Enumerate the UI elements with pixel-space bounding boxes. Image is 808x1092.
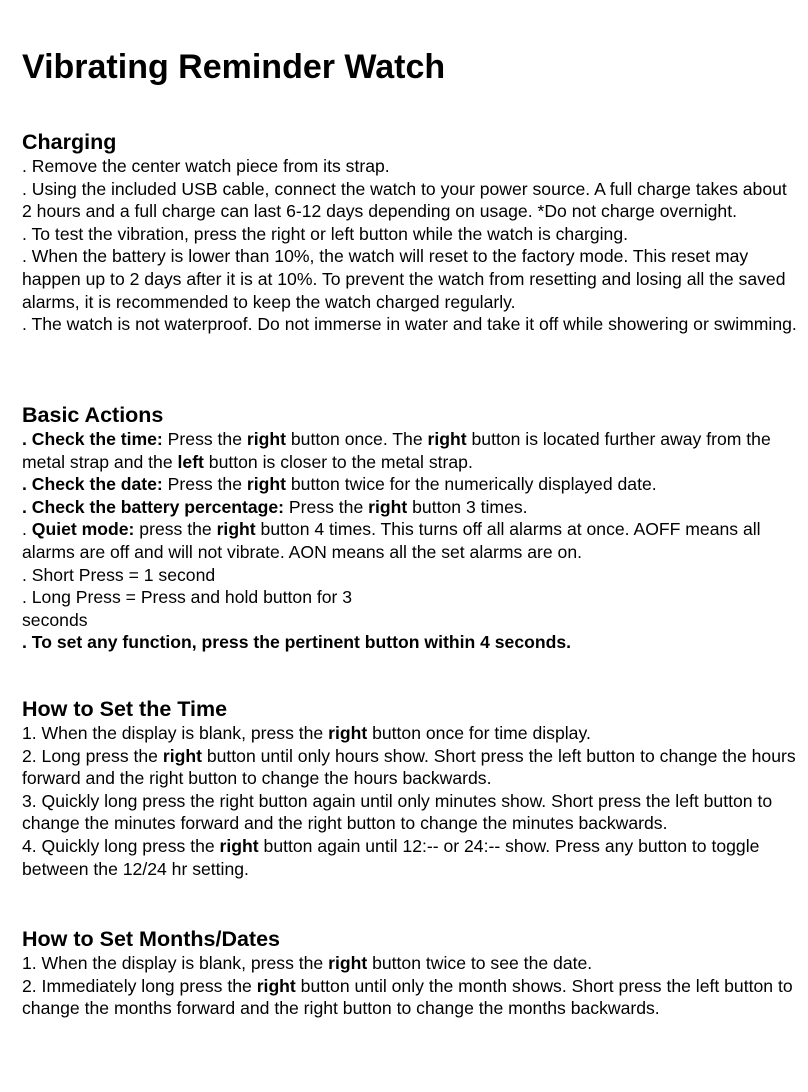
bold-run: left: [177, 451, 204, 472]
bold-run: right: [427, 429, 467, 449]
text-run: 1. When the display is blank, press the: [22, 953, 329, 973]
text-run: button until only hours show. Short press the left button to change the hours forward and the right button to change the hours backwards.: [22, 745, 796, 789]
text-run: button once for time display.: [367, 723, 591, 743]
text-run: Press the: [162, 474, 247, 495]
charging-step-battery-reset: . When the battery is lower than 10%, the watch will reset to the factory mode. This reset may happen up to 2 days after it is at 10%. To prevent the watch from resetting and losing all the saved alarms, it is recommended to keep the watch charged regularly.: [22, 246, 786, 312]
text-run: button is closer to the metal strap.: [203, 451, 473, 472]
basic-quiet-mode: [22, 518, 797, 563]
section-heading-basic-actions: Basic Actions: [22, 403, 164, 427]
section-heading-set-months: How to Set Months/Dates: [22, 927, 281, 951]
bold-run: right: [162, 745, 202, 766]
text-run: button twice for the numerically displayed date.: [286, 474, 657, 495]
text-run: button 3 times.: [407, 496, 528, 517]
bold-run: right: [246, 429, 286, 449]
basic-check-date: [22, 473, 797, 496]
text-run: button twice to see the date.: [367, 953, 593, 973]
set-months-step-1: [22, 952, 797, 975]
text-run: button again until 12:-- or 24:-- show. Press any button to toggle between the 12/24 hr setting.: [22, 835, 760, 879]
set-time-step-1: [22, 722, 797, 745]
basic-long-press: . Long Press = Press and hold button for 3: [22, 587, 353, 608]
section-heading-charging: Charging: [22, 130, 117, 154]
bold-run: right: [219, 835, 259, 856]
bold-run: right: [368, 496, 408, 517]
text-run: button is located further away from the metal strap and the: [22, 429, 771, 472]
bold-run: . To set any function, press the pertinent button within 4 seconds.: [22, 632, 572, 653]
section-set-time: [22, 696, 797, 880]
text-run: 2. Long press the: [22, 745, 163, 766]
check-battery-label: . Check the battery percentage:: [22, 496, 285, 517]
bold-run: right: [328, 723, 368, 743]
basic-short-press: . Short Press = 1 second: [22, 564, 216, 585]
charging-step-test-vibration: . To test the vibration, press the right or left button while the watch is charging.: [22, 223, 629, 244]
text-run: button once. The: [286, 429, 428, 449]
basic-check-time: [22, 428, 797, 473]
text-run: button until only the month shows. Short press the left button to change the months forward and the right button to change the months backwards.: [22, 975, 793, 1019]
text-run: Press the: [162, 429, 247, 449]
section-heading-set-time: How to Set the Time: [22, 697, 228, 721]
basic-set-any-function: [22, 631, 797, 654]
text-run: press the: [134, 519, 217, 540]
basic-check-battery: [22, 496, 797, 519]
basic-long-press-cont: seconds: [22, 609, 88, 630]
set-time-step-3: 3. Quickly long press the right button again until only minutes show. Short press the left button to change the minutes forward and the right button to change the minutes backwards.: [22, 790, 773, 834]
check-time-label: . Check the time:: [22, 429, 163, 449]
text-run: .: [22, 519, 32, 540]
section-charging: [22, 129, 797, 336]
text-run: Press the: [284, 496, 369, 517]
text-run: button 4 times. This turns off all alarms at once. AOFF means all alarms are off and will not vibrate. AON means all the set alarms are on.: [22, 519, 761, 562]
section-basic-actions: [22, 402, 797, 654]
text-run: 4. Quickly long press the: [22, 835, 220, 856]
bold-run: right: [246, 474, 286, 495]
section-set-months: [22, 926, 797, 1020]
text-run: 2. Immediately long press the: [22, 975, 257, 996]
set-months-step-2: [22, 975, 797, 1020]
bold-run: right: [256, 975, 296, 996]
charging-step-waterproof: . The watch is not waterproof. Do not immerse in water and take it off while showering or swimming.: [22, 314, 797, 335]
check-date-label: . Check the date:: [22, 474, 163, 495]
quiet-mode-label: Quiet mode:: [31, 519, 135, 540]
charging-step-remove: . Remove the center watch piece from its strap.: [22, 156, 390, 176]
bold-run: right: [216, 519, 256, 540]
set-time-step-4: [22, 835, 797, 880]
set-time-step-2: [22, 745, 797, 790]
bold-run: right: [328, 953, 368, 973]
text-run: 1. When the display is blank, press the: [22, 723, 329, 743]
charging-step-usb: . Using the included USB cable, connect the watch to your power source. A full charge takes about 2 hours and a full charge can last 6-12 days depending on usage. *Do not charge overnight.: [22, 178, 787, 222]
document-title: Vibrating Reminder Watch: [22, 48, 446, 86]
